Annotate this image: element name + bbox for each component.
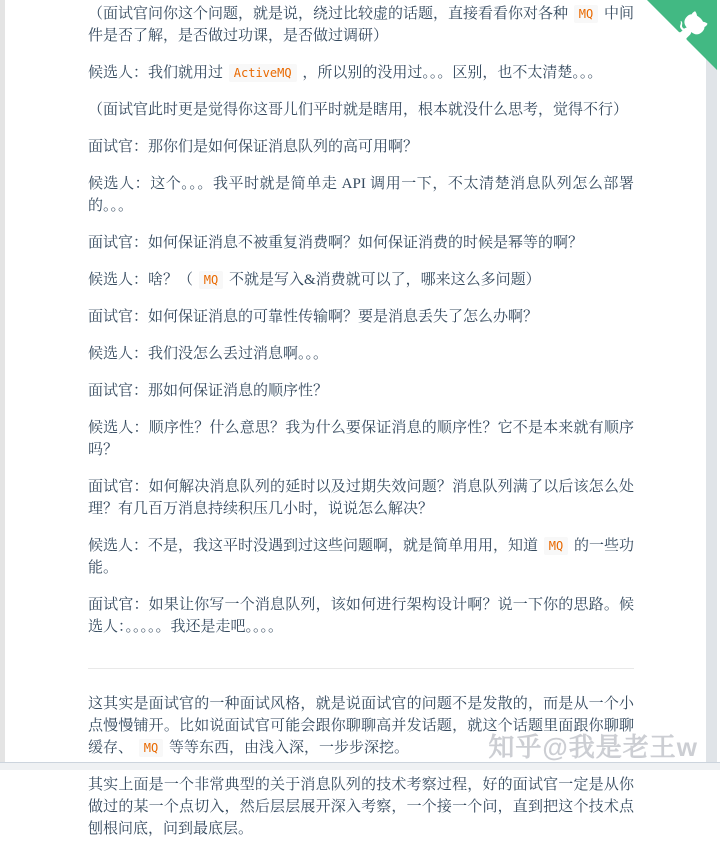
- article-paragraph: [88, 3, 634, 47]
- article-paragraph: [88, 594, 634, 638]
- paragraph-text: ，所以别的没用过。。。区别，也不太清楚。。。: [298, 65, 603, 81]
- paragraph-text: 等等东西，由浅入深，一步步深挖。: [165, 740, 409, 756]
- paragraph-text: 面试官：如果让你写一个消息队列，该如何进行架构设计啊？说一下你的思路。候选人：。。。。。我还是走吧。。。。: [88, 597, 634, 635]
- paragraph-text: 候选人：这个。。。我平时就是简单走 API 调用一下，不太清楚消息队列怎么部署的。。。: [88, 176, 634, 214]
- inline-code: MQ: [199, 271, 223, 289]
- article-paragraph: [88, 173, 634, 217]
- article-paragraph: [88, 99, 634, 121]
- paragraph-text: （面试官此时更是觉得你这哥儿们平时就是瞎用，根本就没什么思考，觉得不行）: [88, 102, 629, 118]
- inline-code: ActiveMQ: [229, 64, 297, 82]
- paragraph-text: 其实上面是一个非常典型的关于消息队列的技术考察过程，好的面试官一定是从你做过的某一个点切入，然后层层展开深入考察，一个接一个问，直到把这个技术点刨根问底，问到最底层。: [88, 777, 634, 837]
- paragraph-text: 候选人：啥？（: [88, 272, 197, 288]
- article-content: [88, 0, 634, 855]
- article-paragraph: [88, 136, 634, 158]
- article-paragraph: [88, 774, 634, 840]
- github-octocat-icon: [647, 0, 717, 70]
- paragraph-text: 候选人：不是，我这平时没遇到过这些问题啊，就是简单用用，知道: [88, 538, 542, 554]
- inline-code: MQ: [139, 739, 163, 757]
- vertical-scrollbar[interactable]: [706, 0, 717, 762]
- article-paragraph: [88, 417, 634, 461]
- viewport-bottom-edge: [0, 762, 720, 770]
- paragraph-text: 候选人：顺序性？什么意思？我为什么要保证消息的顺序性？它不是本来就有顺序吗？: [88, 420, 634, 458]
- paragraph-text: 不就是写入&消费就可以了，哪来这么多问题）: [225, 272, 541, 288]
- article-paragraph: [88, 306, 634, 328]
- paragraph-text: 这其实是面试官的一种面试风格，就是说面试官的问题不是发散的，而是从一个小点慢慢铺开。比如说面试官可能会跟你聊聊高并发话题，就这个话题里面跟你聊聊缓存、: [88, 696, 634, 756]
- paragraph-text: 面试官：如何保证消息的可靠性传输啊？要是消息丢失了怎么办啊？: [88, 309, 539, 325]
- article-paragraph: [88, 343, 634, 365]
- inline-code: MQ: [544, 537, 568, 555]
- paragraph-text: 候选人：我们就用过: [88, 65, 227, 81]
- article-paragraph: [88, 380, 634, 402]
- article-paragraph: [88, 269, 634, 291]
- paragraph-text: 中间件是否了解，是否做过功课，是否做过调研）: [88, 6, 634, 44]
- paragraph-text: （面试官问你这个问题，就是说，绕过比较虚的话题，直接看看你对各种: [88, 6, 572, 22]
- section-divider: [88, 668, 634, 669]
- article-paragraph: [88, 232, 634, 254]
- paragraph-text: 面试官：那你们是如何保证消息队列的高可用啊？: [88, 139, 419, 155]
- paragraph-text: 的一些功能。: [88, 538, 634, 576]
- paragraph-text: 面试官：如何解决消息队列的延时以及过期失效问题？消息队列满了以后该怎么处理？有几百万消息持续积压几小时，说说怎么解决？: [88, 479, 634, 517]
- inline-code: MQ: [574, 5, 598, 23]
- paragraph-text: 面试官：那如何保证消息的顺序性？: [88, 383, 329, 399]
- github-corner-link[interactable]: [647, 0, 717, 70]
- paragraph-text: 候选人：我们没怎么丢过消息啊。。。: [88, 346, 329, 362]
- article-paragraph: [88, 476, 634, 520]
- article-paragraph: [88, 535, 634, 579]
- article-paragraph: [88, 693, 634, 759]
- article-paragraph: [88, 62, 634, 84]
- page-left-edge: [0, 0, 5, 762]
- paragraph-text: 面试官：如何保证消息不被重复消费啊？如何保证消费的时候是幂等的啊？: [88, 235, 584, 251]
- zhihu-watermark: 知乎@我是老王w: [488, 732, 698, 762]
